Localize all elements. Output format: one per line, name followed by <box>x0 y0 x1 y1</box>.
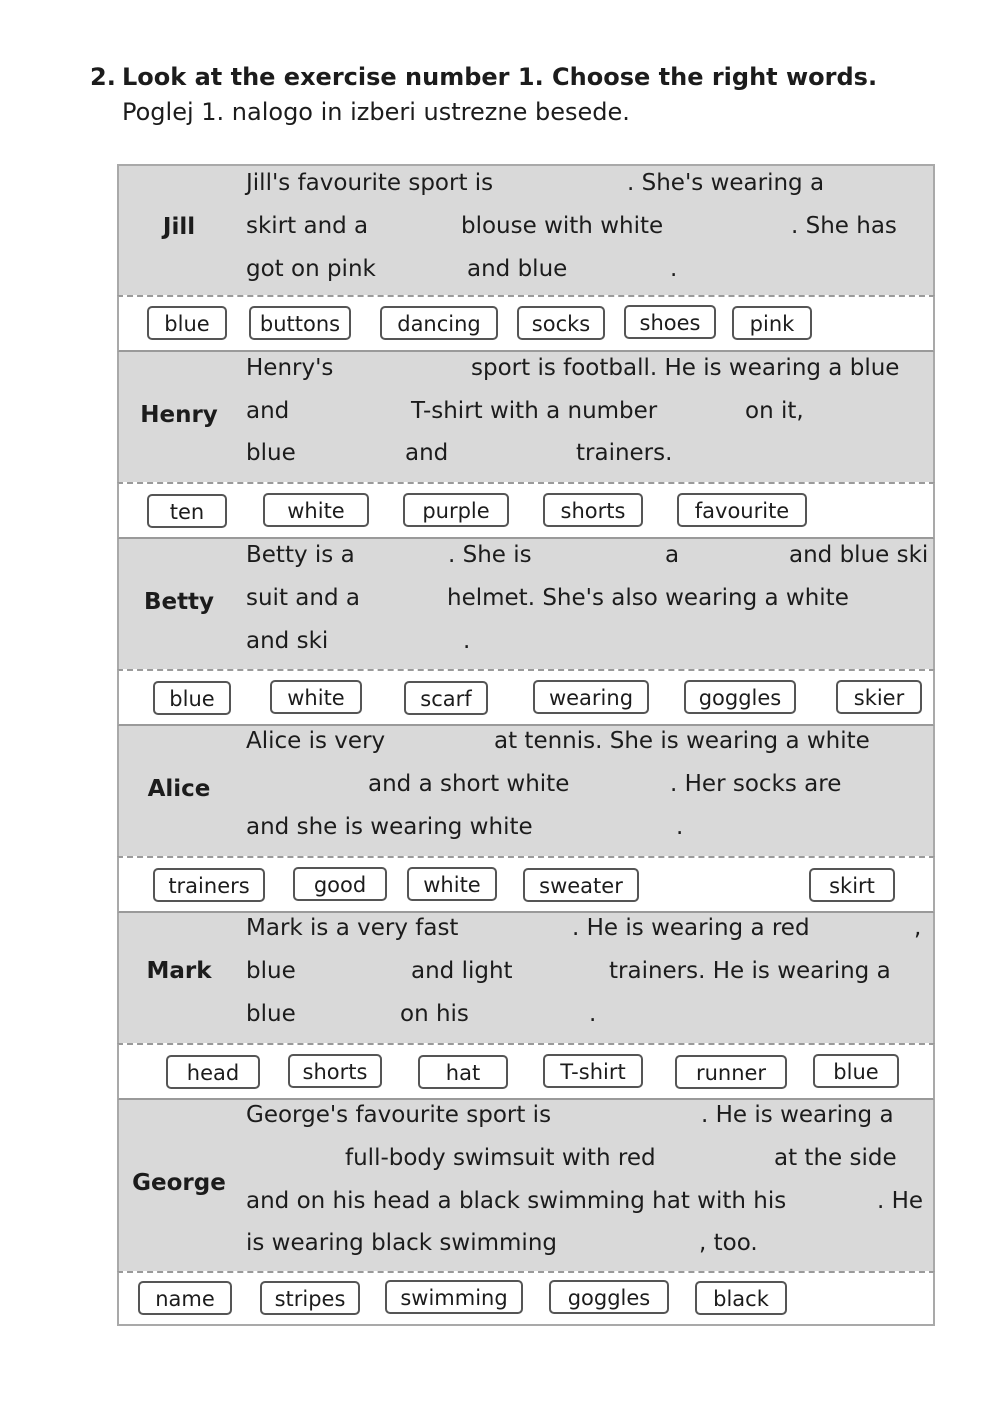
instruction-number: 2. <box>90 63 116 91</box>
word-chip[interactable]: T-shirt <box>543 1054 643 1088</box>
word-chip[interactable]: skirt <box>809 868 895 902</box>
instruction-bold: Look at the exercise number 1. Choose the right words. <box>122 63 878 91</box>
instruction-text <box>122 60 950 130</box>
word-chip[interactable]: goggles <box>684 680 796 714</box>
sentence-text: blue <box>246 1001 296 1027</box>
sentence-text: . She's wearing a <box>627 170 825 196</box>
word-chip[interactable]: runner <box>675 1055 787 1089</box>
sentence-text: blue <box>246 958 296 984</box>
section-alice <box>117 726 935 858</box>
word-chip[interactable]: head <box>166 1055 260 1089</box>
sentence-text: Alice is very <box>246 728 386 754</box>
word-chip[interactable]: white <box>263 493 369 527</box>
person-name: Mark <box>146 958 212 984</box>
word-chip[interactable]: favourite <box>677 493 807 527</box>
sentence-text: a <box>665 542 680 568</box>
sentence-text: . She has <box>791 213 897 239</box>
word-chip[interactable]: sweater <box>523 868 639 902</box>
word-chip[interactable]: swimming <box>385 1280 523 1314</box>
word-chip[interactable]: white <box>270 680 362 714</box>
section-betty <box>117 539 935 671</box>
sentence-text: Betty is a <box>246 542 355 568</box>
word-chip[interactable]: pink <box>732 306 812 340</box>
sentence-text: suit and a <box>246 585 360 611</box>
word-bank-alice <box>117 856 935 914</box>
sentence-text: trainers. <box>576 440 673 466</box>
word-chip[interactable]: name <box>138 1281 232 1315</box>
sentence-text: and a short white <box>368 771 570 797</box>
word-chip[interactable]: buttons <box>249 306 351 340</box>
word-chip[interactable]: good <box>293 867 387 901</box>
sentence-text: blouse with white <box>461 213 664 239</box>
sentence-text: at the side <box>774 1145 897 1171</box>
word-chip[interactable]: ten <box>147 494 227 528</box>
word-chip[interactable]: goggles <box>549 1280 669 1314</box>
sentence-text: and ski <box>246 628 329 654</box>
word-chip[interactable]: blue <box>153 681 231 715</box>
sentence-text: and <box>246 398 290 424</box>
sentence-text: and <box>405 440 449 466</box>
word-chip[interactable]: blue <box>147 306 227 340</box>
sentence-text: , <box>914 915 922 941</box>
sentence-text: full-body swimsuit with red <box>345 1145 656 1171</box>
sentence-text: and on his head a black swimming hat with his <box>246 1188 787 1214</box>
word-chip[interactable]: scarf <box>404 681 488 715</box>
instruction-normal: Poglej 1. nalogo in izberi ustrezne besede. <box>122 98 630 126</box>
person-name: Alice <box>147 776 211 802</box>
sentence-text: skirt and a <box>246 213 369 239</box>
word-chip[interactable]: black <box>695 1281 787 1315</box>
word-chip[interactable]: dancing <box>380 306 498 340</box>
sentence-text: Jill's favourite sport is <box>246 170 494 196</box>
word-chip[interactable]: hat <box>418 1055 508 1089</box>
sentence-text: helmet. She's also wearing a white <box>447 585 849 611</box>
instruction <box>90 60 950 130</box>
word-chip[interactable]: socks <box>517 306 605 340</box>
sentence-text: . He <box>877 1188 924 1214</box>
section-jill <box>117 164 935 297</box>
word-chip[interactable]: skier <box>836 680 922 714</box>
sentence-text: , too. <box>699 1230 758 1256</box>
word-chip[interactable]: stripes <box>260 1281 360 1315</box>
section-henry <box>117 352 935 484</box>
sentence-text: on it, <box>745 398 804 424</box>
word-chip[interactable]: shorts <box>543 493 643 527</box>
sentence-text: . <box>676 814 684 840</box>
word-chip[interactable]: wearing <box>533 680 649 714</box>
word-bank-george <box>117 1271 935 1326</box>
section-mark <box>117 913 935 1045</box>
sentence-text: . He is wearing a red <box>572 915 810 941</box>
sentence-text: . Her socks are <box>670 771 842 797</box>
sentence-text: . <box>463 628 471 654</box>
sentence-text: blue <box>246 440 296 466</box>
word-chip[interactable]: shoes <box>624 305 716 339</box>
word-chip[interactable]: blue <box>813 1054 899 1088</box>
sentence-text: . <box>670 256 678 282</box>
sentence-text: . He is wearing a <box>701 1102 894 1128</box>
word-chip[interactable]: shorts <box>288 1054 382 1088</box>
sentence-text: George's favourite sport is <box>246 1102 552 1128</box>
sentence-text: . She is <box>448 542 532 568</box>
word-chip[interactable]: white <box>407 867 497 901</box>
person-name: Betty <box>143 589 215 615</box>
word-bank-mark <box>117 1043 935 1101</box>
sentence-text: and light <box>411 958 513 984</box>
sentence-text: and she is wearing white <box>246 814 533 840</box>
person-name: George <box>132 1170 226 1196</box>
person-name: Jill <box>162 214 196 240</box>
sentence-text: sport is football. He is wearing a blue <box>471 355 900 381</box>
sentence-text: Henry's <box>246 355 334 381</box>
sentence-text: got on pink <box>246 256 376 282</box>
word-bank-henry <box>117 482 935 540</box>
sentence-text: and blue ski <box>789 542 929 568</box>
sentence-text: . <box>589 1001 597 1027</box>
sentence-text: and blue <box>467 256 568 282</box>
sentence-text: on his <box>400 1001 469 1027</box>
person-name: Henry <box>140 402 218 428</box>
sentence-text: Mark is a very fast <box>246 915 459 941</box>
sentence-text: at tennis. She is wearing a white <box>494 728 870 754</box>
sentence-text: is wearing black swimming <box>246 1230 557 1256</box>
word-chip[interactable]: trainers <box>153 868 265 902</box>
section-george <box>117 1100 935 1273</box>
word-bank-betty <box>117 669 935 727</box>
word-chip[interactable]: purple <box>403 493 509 527</box>
word-bank-jill <box>117 295 935 353</box>
sentence-text: trainers. He is wearing a <box>609 958 891 984</box>
sentence-text: T-shirt with a number <box>411 398 658 424</box>
